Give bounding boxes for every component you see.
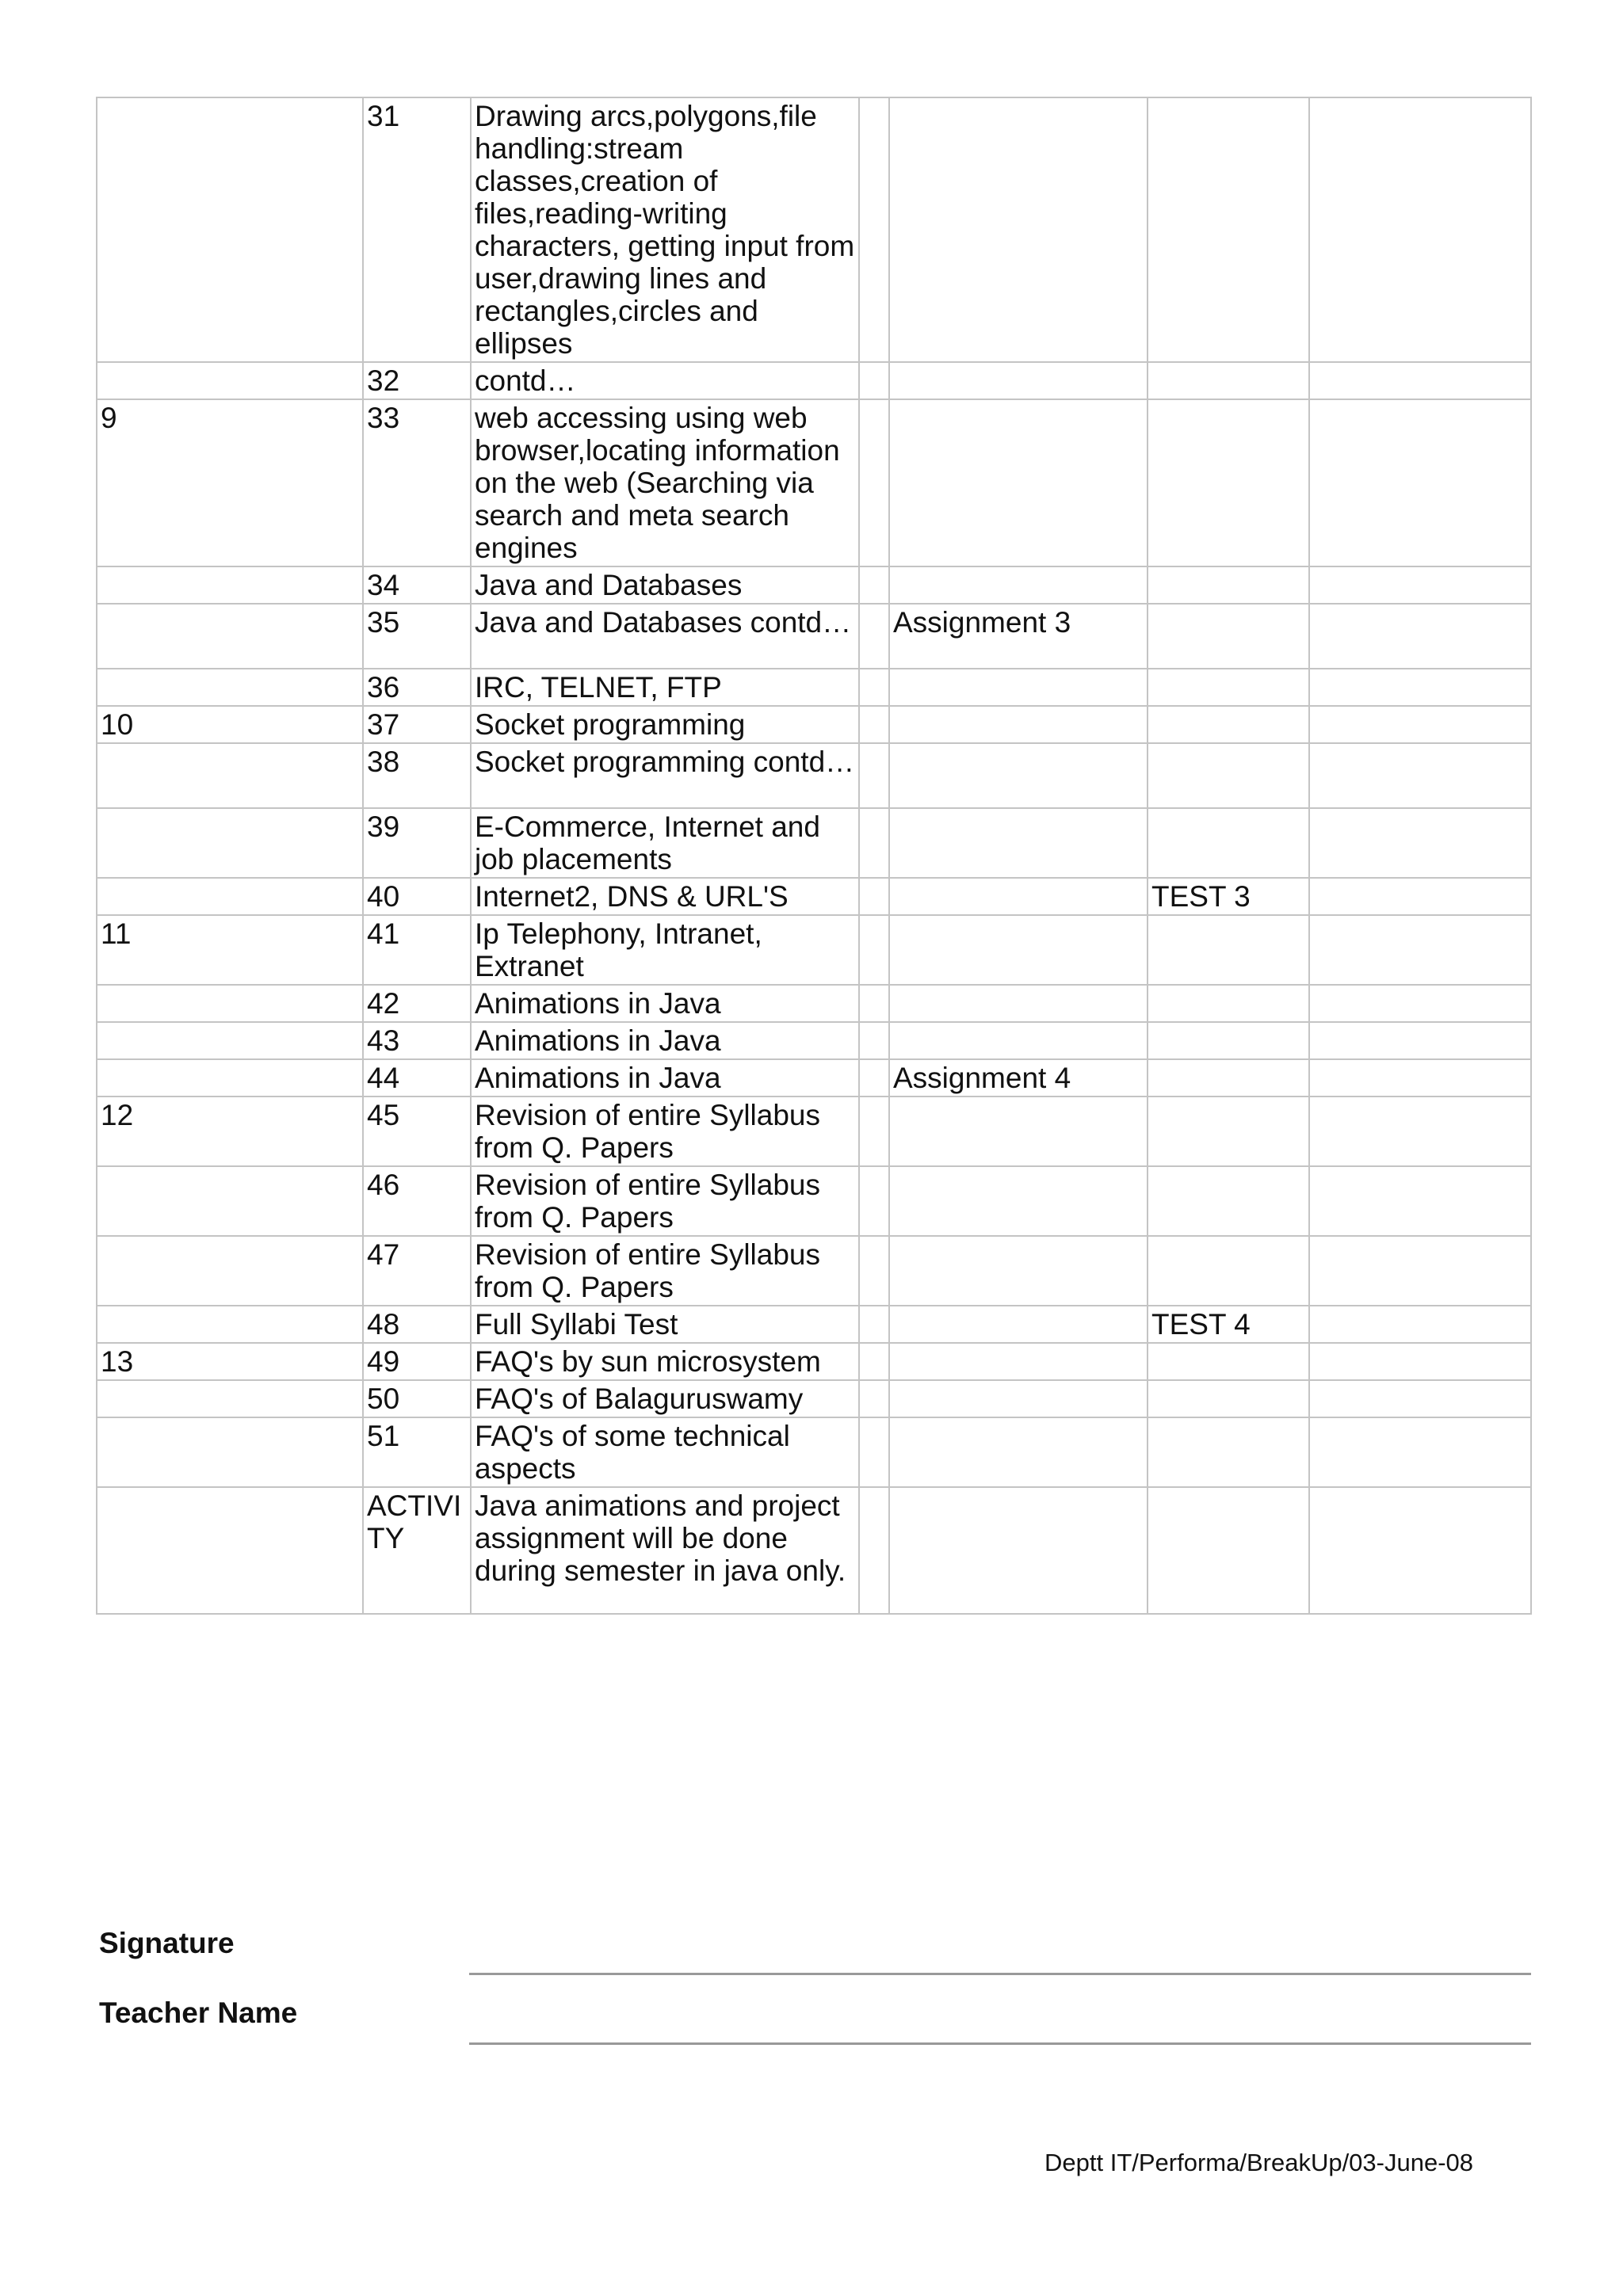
test-cell: [1148, 808, 1309, 878]
test-cell: [1148, 362, 1309, 399]
test-cell: [1148, 1380, 1309, 1417]
spacer-cell: [859, 915, 889, 985]
test-cell: [1148, 1059, 1309, 1097]
assignment-cell: [889, 1306, 1148, 1343]
lecture-number-cell: 48: [363, 1306, 471, 1343]
test-cell: [1148, 566, 1309, 604]
table-row: [97, 604, 1531, 669]
topic-cell: Revision of entire Syllabus from Q. Papers: [471, 1236, 859, 1306]
lecture-number-cell: 39: [363, 808, 471, 878]
spacer-cell: [859, 362, 889, 399]
table-row: [97, 97, 1531, 362]
lecture-number-cell: 37: [363, 706, 471, 743]
week-cell: [97, 878, 363, 915]
spacer-cell: [859, 1487, 889, 1614]
assignment-cell: [889, 1097, 1148, 1166]
assignment-cell: [889, 362, 1148, 399]
table-row: [97, 362, 1531, 399]
topic-cell: FAQ's of Balaguruswamy: [471, 1380, 859, 1417]
remarks-cell: [1309, 1417, 1531, 1487]
lecture-number-cell: 49: [363, 1343, 471, 1380]
spacer-cell: [859, 878, 889, 915]
topic-cell: Socket programming: [471, 706, 859, 743]
week-cell: 11: [97, 915, 363, 985]
table-row: [97, 915, 1531, 985]
topic-cell: FAQ's by sun microsystem: [471, 1343, 859, 1380]
test-cell: [1148, 1417, 1309, 1487]
topic-cell: Ip Telephony, Intranet, Extranet: [471, 915, 859, 985]
table-row: [97, 878, 1531, 915]
table-row: [97, 1343, 1531, 1380]
assignment-cell: [889, 1343, 1148, 1380]
topic-cell: Revision of entire Syllabus from Q. Papers: [471, 1097, 859, 1166]
assignment-cell: [889, 915, 1148, 985]
test-cell: [1148, 915, 1309, 985]
week-cell: [97, 1417, 363, 1487]
signature-line: [469, 1973, 1531, 1975]
table-row: [97, 1022, 1531, 1059]
table-row: [97, 399, 1531, 566]
lecture-number-cell: ACTIVI TY: [363, 1487, 471, 1614]
week-cell: 12: [97, 1097, 363, 1166]
assignment-cell: [889, 669, 1148, 706]
lecture-number-cell: 31: [363, 97, 471, 362]
week-cell: [97, 1166, 363, 1236]
remarks-cell: [1309, 399, 1531, 566]
assignment-cell: [889, 1417, 1148, 1487]
lecture-number-cell: 32: [363, 362, 471, 399]
lecture-number-cell: 41: [363, 915, 471, 985]
spacer-cell: [859, 669, 889, 706]
test-cell: [1148, 1097, 1309, 1166]
test-cell: [1148, 985, 1309, 1022]
table-row: [97, 985, 1531, 1022]
table-row: [97, 706, 1531, 743]
remarks-cell: [1309, 1166, 1531, 1236]
signature-label: Signature: [99, 1927, 235, 1959]
week-cell: [97, 97, 363, 362]
assignment-cell: [889, 1236, 1148, 1306]
test-cell: [1148, 604, 1309, 669]
test-cell: [1148, 97, 1309, 362]
assignment-cell: [889, 743, 1148, 808]
remarks-cell: [1309, 1306, 1531, 1343]
lecture-number-cell: 51: [363, 1417, 471, 1487]
remarks-cell: [1309, 1487, 1531, 1614]
spacer-cell: [859, 399, 889, 566]
week-cell: [97, 566, 363, 604]
test-cell: [1148, 1343, 1309, 1380]
table-row: [97, 1417, 1531, 1487]
lecture-number-cell: 43: [363, 1022, 471, 1059]
week-cell: [97, 669, 363, 706]
test-cell: [1148, 669, 1309, 706]
remarks-cell: [1309, 1236, 1531, 1306]
spacer-cell: [859, 743, 889, 808]
assignment-cell: [889, 985, 1148, 1022]
teacher-name-line: [469, 2042, 1531, 2045]
table-row: [97, 1097, 1531, 1166]
test-cell: [1148, 706, 1309, 743]
remarks-cell: [1309, 566, 1531, 604]
week-cell: [97, 1236, 363, 1306]
week-cell: [97, 362, 363, 399]
remarks-cell: [1309, 878, 1531, 915]
week-cell: [97, 1059, 363, 1097]
table-row: [97, 1236, 1531, 1306]
assignment-cell: Assignment 3: [889, 604, 1148, 669]
lecture-number-cell: 42: [363, 985, 471, 1022]
assignment-cell: [889, 97, 1148, 362]
lecture-number-cell: 50: [363, 1380, 471, 1417]
assignment-cell: [889, 1022, 1148, 1059]
topic-cell: Java and Databases contd…: [471, 604, 859, 669]
topic-cell: Java and Databases: [471, 566, 859, 604]
remarks-cell: [1309, 97, 1531, 362]
assignment-cell: [889, 566, 1148, 604]
topic-cell: Revision of entire Syllabus from Q. Papers: [471, 1166, 859, 1236]
topic-cell: Socket programming contd…: [471, 743, 859, 808]
remarks-cell: [1309, 669, 1531, 706]
topic-cell: Animations in Java: [471, 985, 859, 1022]
test-cell: [1148, 1236, 1309, 1306]
lecture-number-cell: 47: [363, 1236, 471, 1306]
lecture-number-cell: 33: [363, 399, 471, 566]
test-cell: TEST 3: [1148, 878, 1309, 915]
remarks-cell: [1309, 808, 1531, 878]
assignment-cell: [889, 399, 1148, 566]
topic-cell: Java animations and project assignment will be done during semester in java only.: [471, 1487, 859, 1614]
remarks-cell: [1309, 362, 1531, 399]
test-cell: [1148, 399, 1309, 566]
spacer-cell: [859, 706, 889, 743]
assignment-cell: [889, 808, 1148, 878]
test-cell: [1148, 743, 1309, 808]
topic-cell: E-Commerce, Internet and job placements: [471, 808, 859, 878]
topic-cell: Full Syllabi Test: [471, 1306, 859, 1343]
assignment-cell: [889, 878, 1148, 915]
table-row: [97, 808, 1531, 878]
lecture-number-cell: 44: [363, 1059, 471, 1097]
lecture-plan-body: [97, 97, 1531, 1614]
document-reference: Deptt IT/Performa/BreakUp/03-June-08: [1044, 2149, 1474, 2176]
test-cell: [1148, 1166, 1309, 1236]
spacer-cell: [859, 985, 889, 1022]
week-cell: [97, 604, 363, 669]
table-row: [97, 1380, 1531, 1417]
topic-cell: contd…: [471, 362, 859, 399]
topic-cell: Internet2, DNS & URL'S: [471, 878, 859, 915]
lecture-plan-table: [96, 97, 1532, 1615]
spacer-cell: [859, 97, 889, 362]
table-row: [97, 1059, 1531, 1097]
topic-cell: FAQ's of some technical aspects: [471, 1417, 859, 1487]
lecture-number-cell: 35: [363, 604, 471, 669]
spacer-cell: [859, 1236, 889, 1306]
remarks-cell: [1309, 1097, 1531, 1166]
week-cell: 9: [97, 399, 363, 566]
week-cell: [97, 808, 363, 878]
remarks-cell: [1309, 743, 1531, 808]
lecture-number-cell: 40: [363, 878, 471, 915]
table-row: [97, 1306, 1531, 1343]
topic-cell: Animations in Java: [471, 1022, 859, 1059]
lecture-number-cell: 34: [363, 566, 471, 604]
spacer-cell: [859, 1343, 889, 1380]
spacer-cell: [859, 1166, 889, 1236]
lecture-number-cell: 36: [363, 669, 471, 706]
spacer-cell: [859, 566, 889, 604]
spacer-cell: [859, 1022, 889, 1059]
remarks-cell: [1309, 1380, 1531, 1417]
remarks-cell: [1309, 706, 1531, 743]
remarks-cell: [1309, 985, 1531, 1022]
week-cell: [97, 985, 363, 1022]
table-row: [97, 1166, 1531, 1236]
test-cell: [1148, 1487, 1309, 1614]
spacer-cell: [859, 1059, 889, 1097]
assignment-cell: Assignment 4: [889, 1059, 1148, 1097]
remarks-cell: [1309, 1343, 1531, 1380]
lecture-number-cell: 45: [363, 1097, 471, 1166]
topic-cell: IRC, TELNET, FTP: [471, 669, 859, 706]
lecture-number-cell: 38: [363, 743, 471, 808]
assignment-cell: [889, 1166, 1148, 1236]
spacer-cell: [859, 1417, 889, 1487]
table-row: [97, 669, 1531, 706]
week-cell: [97, 1306, 363, 1343]
remarks-cell: [1309, 1022, 1531, 1059]
week-cell: [97, 1487, 363, 1614]
topic-cell: web accessing using web browser,locating information on the web (Searching via search and meta search engines: [471, 399, 859, 566]
lecture-number-cell: 46: [363, 1166, 471, 1236]
spacer-cell: [859, 1097, 889, 1166]
spacer-cell: [859, 1306, 889, 1343]
week-cell: 13: [97, 1343, 363, 1380]
topic-cell: Drawing arcs,polygons,file handling:stream classes,creation of files,reading-writing characters, getting input from user,drawing lines and rectangles,circles and ellipses: [471, 97, 859, 362]
assignment-cell: [889, 1380, 1148, 1417]
week-cell: 10: [97, 706, 363, 743]
spacer-cell: [859, 604, 889, 669]
spacer-cell: [859, 808, 889, 878]
table-row: [97, 566, 1531, 604]
spacer-cell: [859, 1380, 889, 1417]
assignment-cell: [889, 706, 1148, 743]
week-cell: [97, 743, 363, 808]
week-cell: [97, 1022, 363, 1059]
week-cell: [97, 1380, 363, 1417]
remarks-cell: [1309, 915, 1531, 985]
test-cell: [1148, 1022, 1309, 1059]
remarks-cell: [1309, 1059, 1531, 1097]
assignment-cell: [889, 1487, 1148, 1614]
table-row: [97, 743, 1531, 808]
remarks-cell: [1309, 604, 1531, 669]
teacher-name-label: Teacher Name: [99, 1997, 298, 2029]
topic-cell: Animations in Java: [471, 1059, 859, 1097]
test-cell: TEST 4: [1148, 1306, 1309, 1343]
table-row: [97, 1487, 1531, 1614]
